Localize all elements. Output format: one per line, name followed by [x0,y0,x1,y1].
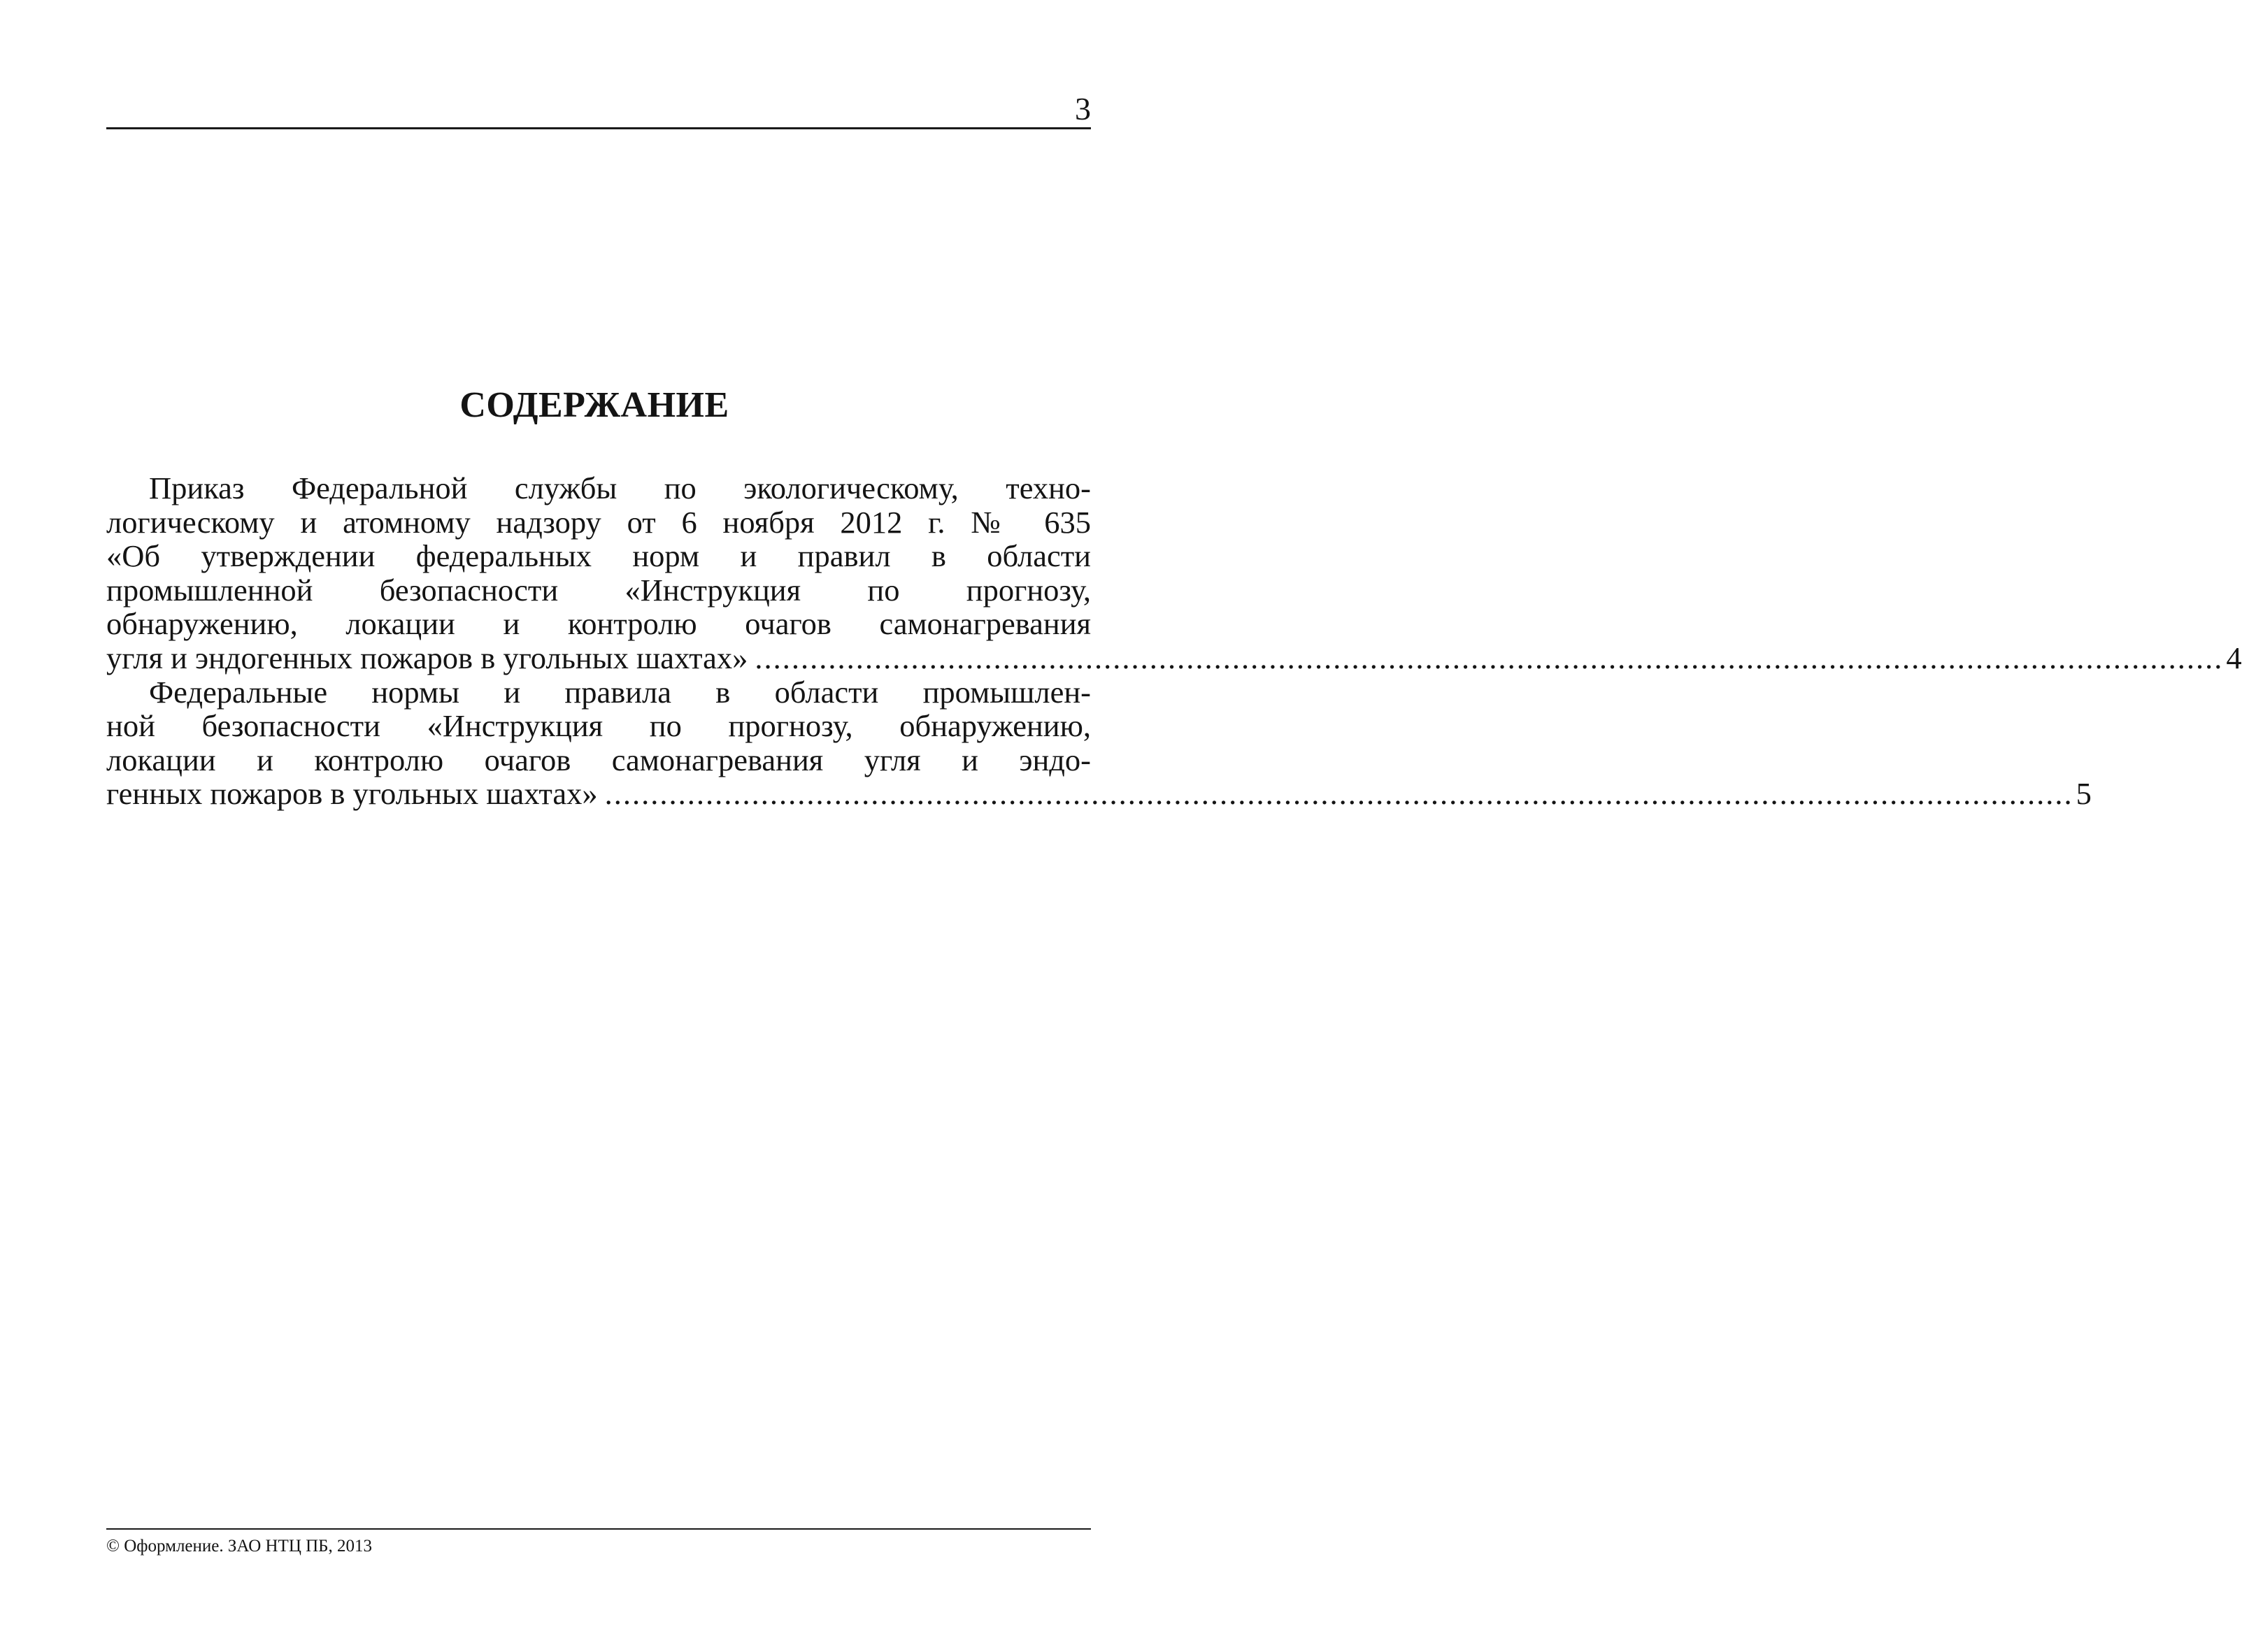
toc-entry-line: «Об утверждении федеральных норм и правил в области [106,538,1091,574]
dot-leader: ................................................................................................................................................................ [604,776,2073,812]
toc-entry-line: Приказ Федеральной службы по экологическому, техно- [149,471,1091,505]
toc-entry-line: ной безопасности «Инструкция по прогнозу, обнаружению, [106,708,1091,744]
header-rule [106,127,1091,129]
dot-leader: ................................................................................................................................................................ [755,640,2224,675]
toc-entry-line: промышленной безопасности «Инструкция по прогнозу, [106,572,1091,608]
toc-entry-line: локации и контролю очагов самонагревания угля и эндо- [106,742,1091,777]
toc-entry-line: генных пожаров в угольных шахтах» [106,776,598,812]
table-of-contents [106,471,2242,812]
toc-entry[interactable] [106,674,2092,812]
page-number: 3 [1075,91,1091,127]
toc-entry-line: угля и эндогенных пожаров в угольных шахтах» [106,640,748,675]
toc-entry-last-line [106,640,2242,675]
page-title: СОДЕРЖАНИЕ [459,385,729,425]
toc-entry-line: обнаружению, локации и контролю очагов самонагревания [106,606,1091,642]
toc-page-number: 5 [2076,776,2092,812]
copyright-notice: © Оформление. ЗАО НТЦ ПБ, 2013 [106,1537,373,1556]
footer-rule [106,1528,1091,1530]
toc-entry-line: логическому и атомному надзору от 6 ноября 2012 г. № 635 [106,504,1091,540]
toc-page-number: 4 [2226,640,2242,675]
toc-entry[interactable] [106,471,2242,675]
toc-entry-line: Федеральные нормы и правила в области промышлен- [149,674,1091,710]
toc-entry-last-line [106,776,2092,812]
